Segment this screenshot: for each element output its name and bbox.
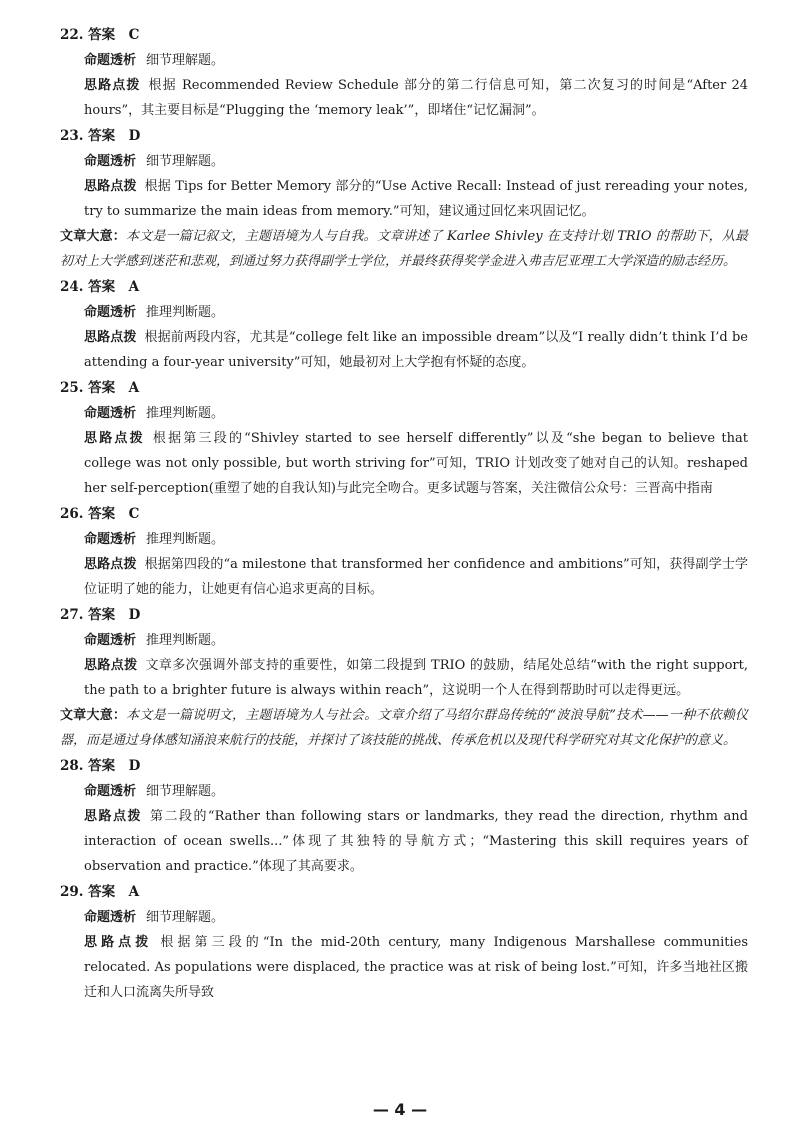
block-text: 根据第四段的“a milestone that transformed her confidence and ambitions”可知，获得副学士学位证明了她的能力，让她更有信心追求更高的目标。 bbox=[84, 557, 748, 597]
explanation-paragraph bbox=[60, 174, 748, 224]
article-summary bbox=[60, 224, 748, 274]
block-text: 根据 Recommended Review Schedule 部分的第二行信息可知，第二次复习的时间是“After 24 hours”，其主要目标是“Plugging the ‘memory leak’”，即堵住“记忆漏洞”。 bbox=[84, 78, 748, 118]
answer-heading: 23. 答案 D bbox=[60, 128, 141, 144]
answer-document bbox=[60, 22, 748, 1005]
block-text: 细节理解题。 bbox=[146, 784, 225, 799]
block-label: 思路点拨 bbox=[84, 78, 141, 93]
block-label: 命题透析 bbox=[84, 305, 137, 320]
question-type-line bbox=[60, 300, 748, 325]
block-label: 思路点拨 bbox=[84, 658, 138, 673]
block-label: 思路点拨 bbox=[84, 330, 137, 345]
block-text: 推理判断题。 bbox=[146, 633, 225, 648]
block-text: 细节理解题。 bbox=[146, 910, 225, 925]
page-number: — 4 — bbox=[372, 1100, 428, 1119]
block-text: 文章多次强调外部支持的重要性，如第二段提到 TRIO 的鼓励，结尾处总结“with the right support, the path to a brighter future is always within reach”，这说明一个人在得到帮助时可以走得更远。 bbox=[84, 658, 748, 698]
explanation-paragraph bbox=[60, 930, 748, 1005]
question-type-line bbox=[60, 401, 748, 426]
question-type-line bbox=[60, 149, 748, 174]
block-text: 根据第三段的“In the mid-20th century, many Indigenous Marshallese communities relocated. As populations were displaced, the practice was at risk of being lost.”可知，许多当地社区搬迁和人口流离失所导致 bbox=[84, 935, 748, 1000]
block-label: 命题透析 bbox=[84, 532, 137, 547]
block-label: 思路点拨 bbox=[84, 809, 142, 824]
answer-heading: 26. 答案 C bbox=[60, 506, 140, 522]
block-label: 思路点拨 bbox=[84, 179, 137, 194]
block-label: 命题透析 bbox=[84, 154, 137, 169]
explanation-paragraph bbox=[60, 653, 748, 703]
explanation-paragraph bbox=[60, 552, 748, 602]
block-label: 命题透析 bbox=[84, 910, 137, 925]
block-text: 本文是一篇说明文，主题语境为人与社会。文章介绍了马绍尔群岛传统的“波浪导航”技术——一种不依赖仪器，而是通过身体感知涌浪来航行的技能，并探讨了该技能的挑战、传承危机以及现代科学研究对其文化保护的意义。 bbox=[60, 708, 748, 748]
block-text: 根据第三段的“Shivley started to see herself differently”以及“she began to believe that college was not only possible, but worth striving for”可知，TRIO 计划改变了她对自己的认知。reshaped her self-perception(重塑了她的自我认知)与此完全吻合。更多试题与答案，关注微信公众号：三晋高中指南 bbox=[84, 431, 748, 496]
block-label: 文章大意： bbox=[60, 708, 127, 723]
block-label: 思路点拨 bbox=[84, 935, 153, 950]
block-label: 命题透析 bbox=[84, 633, 137, 648]
block-text: 推理判断题。 bbox=[146, 532, 225, 547]
answer-heading: 28. 答案 D bbox=[60, 758, 141, 774]
block-label: 命题透析 bbox=[84, 406, 137, 421]
answer-heading: 29. 答案 A bbox=[60, 884, 140, 900]
answer-heading: 25. 答案 A bbox=[60, 380, 140, 396]
explanation-paragraph bbox=[60, 426, 748, 501]
answer-heading: 22. 答案 C bbox=[60, 27, 140, 43]
question-type-line bbox=[60, 905, 748, 930]
explanation-paragraph bbox=[60, 325, 748, 375]
question-type-line bbox=[60, 48, 748, 73]
block-text: 第二段的“Rather than following stars or landmarks, they read the direction, rhythm and interaction of ocean swells...”体现了其独特的导航方式；“Mastering this skill requires years of observation and practice.”体现了其高要求。 bbox=[84, 809, 748, 874]
explanation-paragraph bbox=[60, 73, 748, 123]
answer-heading: 24. 答案 A bbox=[60, 279, 140, 295]
explanation-paragraph bbox=[60, 804, 748, 879]
block-text: 推理判断题。 bbox=[146, 305, 225, 320]
block-text: 细节理解题。 bbox=[146, 154, 225, 169]
block-text: 细节理解题。 bbox=[146, 53, 225, 68]
block-text: 根据 Tips for Better Memory 部分的“Use Active Recall: Instead of just rereading your notes, try to summarize the main ideas from memory.”可知，建议通过回忆来巩固记忆。 bbox=[84, 179, 748, 219]
block-label: 思路点拨 bbox=[84, 431, 145, 446]
block-label: 文章大意： bbox=[60, 229, 126, 244]
block-text: 本文是一篇记叙文，主题语境为人与自我。文章讲述了 Karlee Shivley 在支持计划 TRIO 的帮助下，从最初对上大学感到迷茫和悲观，到通过努力获得副学士学位，并最终获得奖学金进入弗吉尼亚理工大学深造的励志经历。 bbox=[60, 229, 748, 269]
block-text: 推理判断题。 bbox=[146, 406, 225, 421]
answer-heading: 27. 答案 D bbox=[60, 607, 141, 623]
block-label: 思路点拨 bbox=[84, 557, 137, 572]
block-label: 命题透析 bbox=[84, 784, 137, 799]
block-label: 命题透析 bbox=[84, 53, 137, 68]
question-type-line bbox=[60, 527, 748, 552]
article-summary bbox=[60, 703, 748, 753]
question-type-line bbox=[60, 779, 748, 804]
block-text: 根据前两段内容，尤其是“college felt like an impossible dream”以及“I really didn’t think I’d be attending a four-year university”可知，她最初对上大学抱有怀疑的态度。 bbox=[84, 330, 748, 370]
question-type-line bbox=[60, 628, 748, 653]
